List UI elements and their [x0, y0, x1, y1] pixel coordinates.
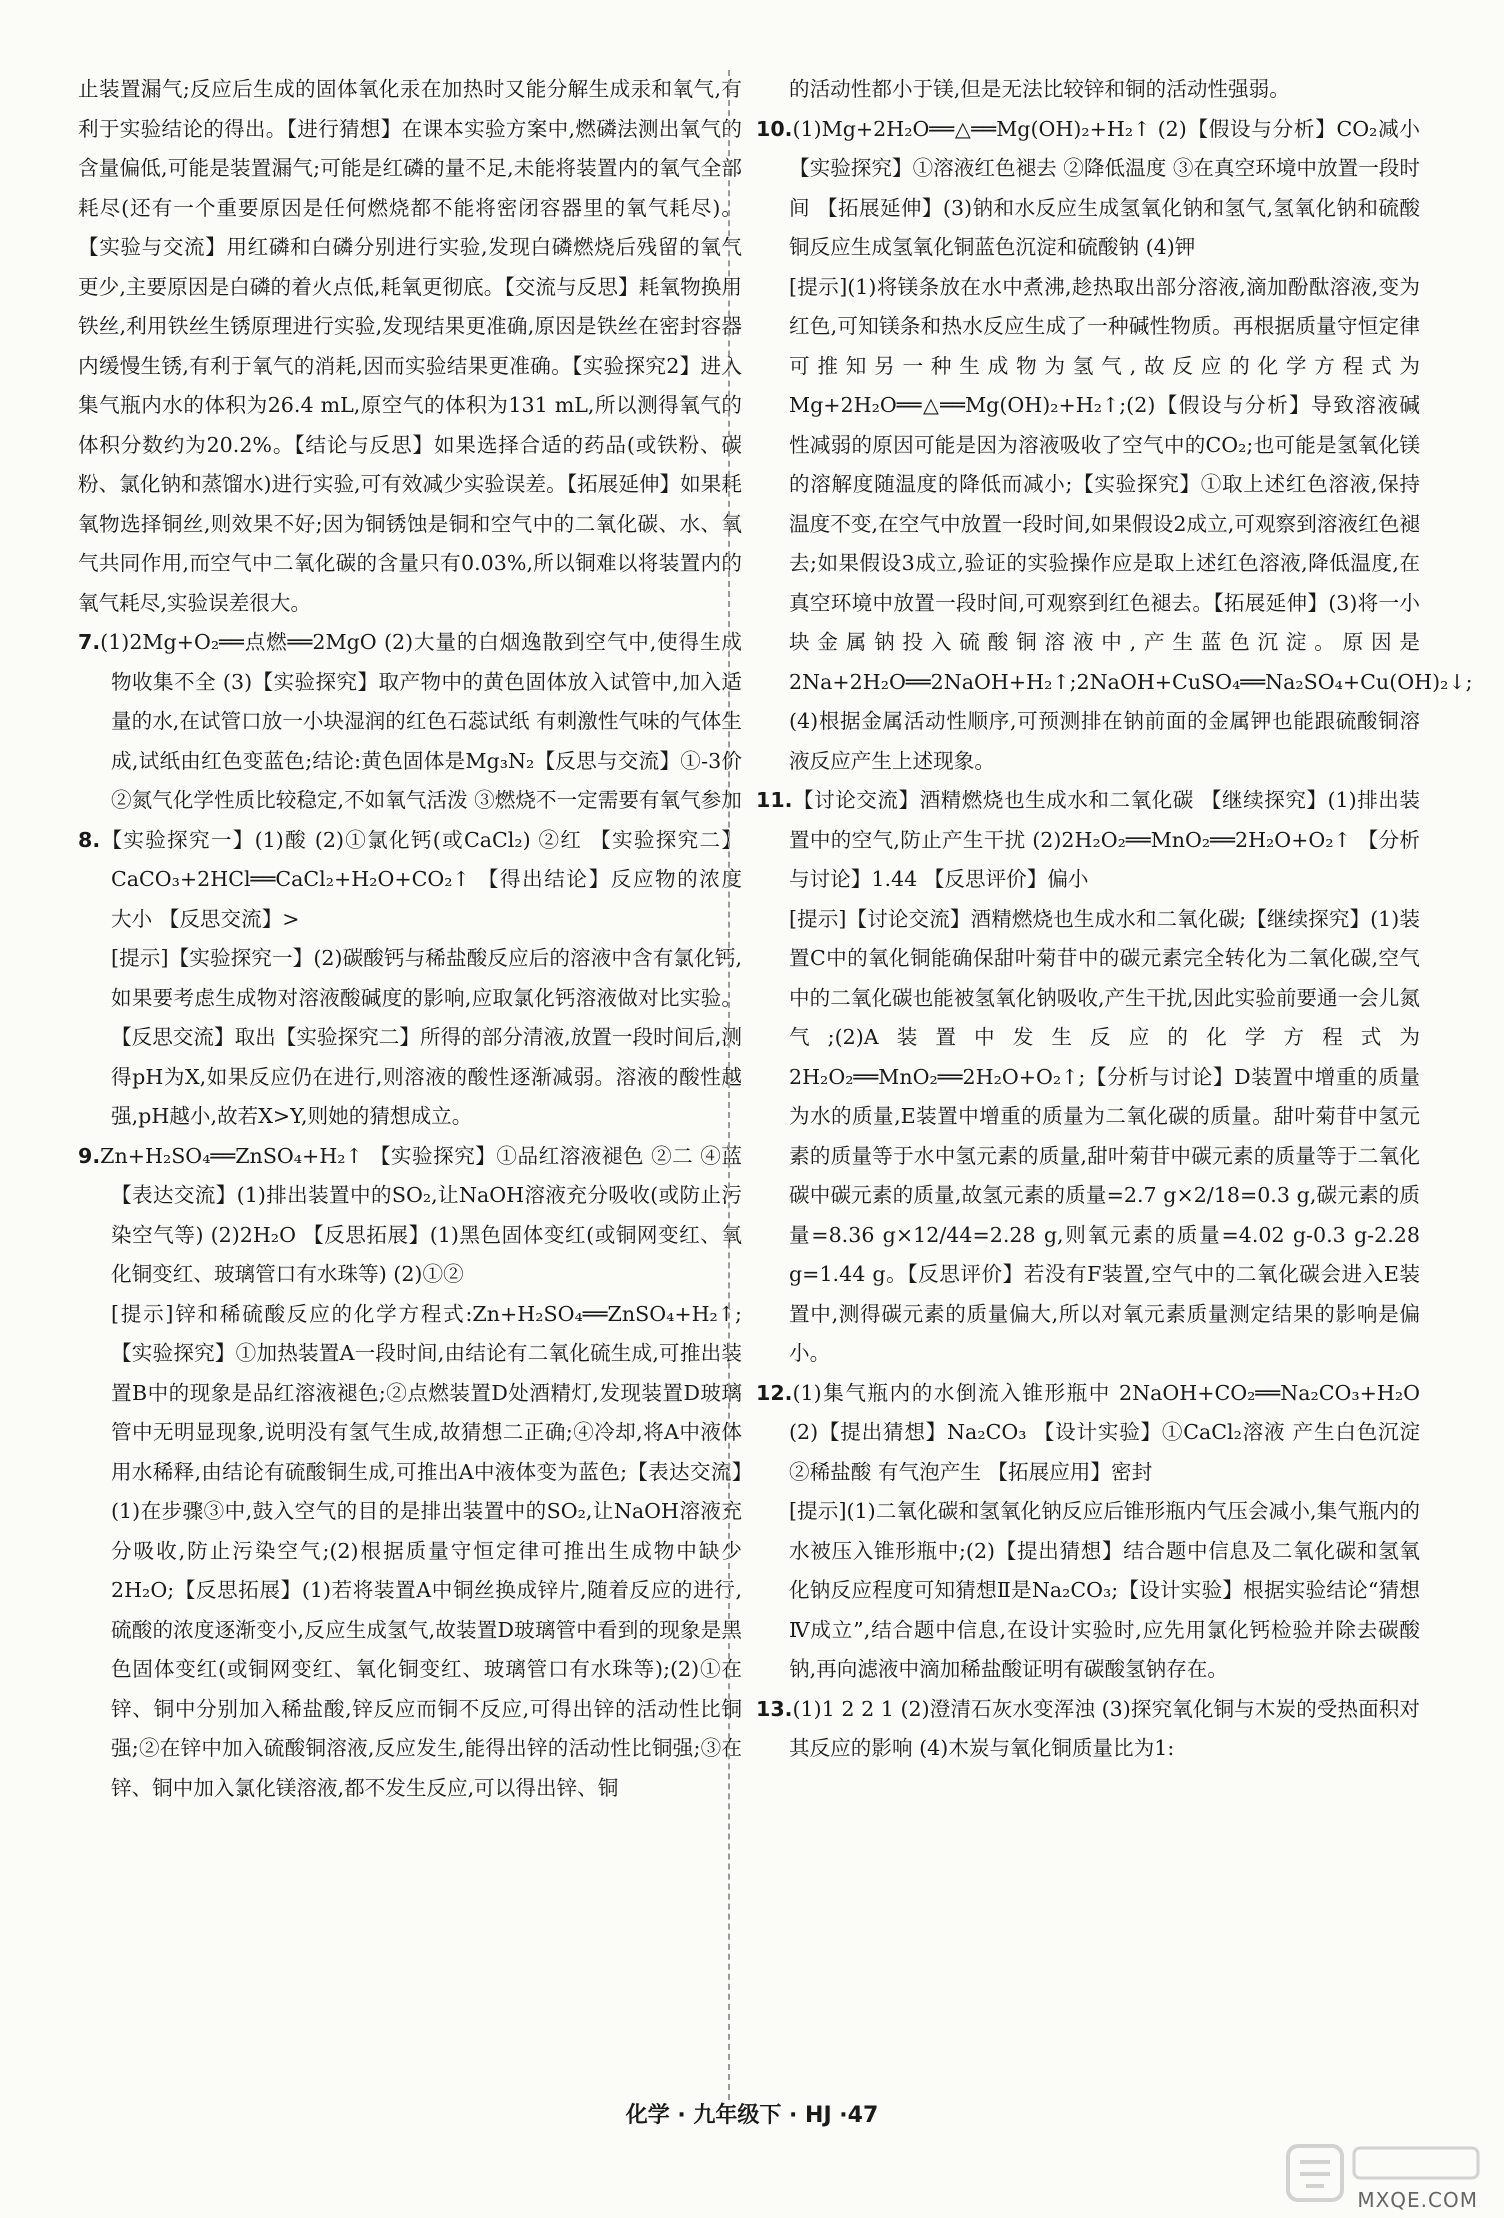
continued-text: 的活动性都小于镁,但是无法比较锌和铜的活动性强弱。	[789, 77, 1290, 101]
question-8	[78, 821, 742, 940]
hint-11: [提示]【讨论交流】酒精燃烧也生成水和二氧化碳;【继续探究】(1)装置C中的氧化铜能确保甜叶菊苷中的碳元素完全转化为二氧化碳,空气中的二氧化碳也能被氢氧化钠吸收,产生干扰,因此实验前要通一会儿氮气;(2)A装置中发生反应的化学方程式为2H₂O₂══MnO₂══2H₂O+O₂↑;【分析与讨论】D装置中增重的质量为水的质量,E装置中增重的质量为二氧化碳的质量。甜叶菊苷中氢元素的质量等于水中氢元素的质量,甜叶菊苷中碳元素的质量等于二氧化碳中碳元素的质量,故氢元素的质量=2.7 g×2/18=0.3 g,碳元素的质量=8.36 g×12/44=2.28 g,则氧元素的质量=4.02 g-0.3 g-2.28 g=1.44 g。【反思评价】若没有F装置,空气中的二氧化碳会进入E装置中,测得碳元素的质量偏大,所以对氧元素质量测定结果的影响是偏小。	[789, 906, 1420, 1365]
hint-12: [提示](1)二氧化碳和氢氧化钠反应后锥形瓶内气压会减小,集气瓶内的水被压入锥形瓶中;(2)【提出猜想】结合题中信息及二氧化碳和氢氧化钠反应程度可知猜想Ⅱ是Na₂CO₃;【设计实验】根据实验结论“猜想Ⅳ成立”,结合题中信息,在设计实验时,应先用氯化钙检验并除去碳酸钠,再向滤液中滴加稀盐酸证明有碳酸氢钠存在。	[789, 1499, 1420, 1681]
column-divider	[728, 70, 730, 2100]
answer-text: (1)集气瓶内的水倒流入锥形瓶中 2NaOH+CO₂══Na₂CO₃+H₂O (2)【提出猜想】Na₂CO₃ 【设计实验】①CaCl₂溶液 产生白色沉淀 ②稀盐酸 有气泡产生 【拓展应用】密封	[789, 1380, 1420, 1484]
question-number: 11.	[756, 788, 793, 812]
answer-text: (1)2Mg+O₂══点燃══2MgO (2)大量的白烟逸散到空气中,使得生成物收集不全 (3)【实验探究】取产物中的黄色固体放入试管中,加入适量的水,在试管口放一小块湿润的红色石蕊试纸 有刺激性气味的气体生成,试纸由红色变蓝色;结论:黄色固体是Mg₃N₂【反思与交流】①-3价 ②氮气化学性质比较稳定,不如氧气活泼 ③燃烧不一定需要有氧气参加	[100, 630, 742, 812]
right-column	[756, 70, 1473, 1769]
left-column	[78, 70, 742, 1808]
question-number: 7.	[78, 630, 101, 654]
question-number: 13.	[756, 1696, 793, 1721]
answer-text: Zn+H₂SO₄══ZnSO₄+H₂↑ 【实验探究】①品红溶液褪色 ②二 ④蓝 【表达交流】(1)排出装置中的SO₂,让NaOH溶液充分吸收(或防止污染空气等) (2)2H₂O 【反思拓展】(1)黑色固体变红(或铜网变红、氧化铜变红、玻璃管口有水珠等) (2)①②	[100, 1143, 742, 1286]
question-number: 12.	[756, 1380, 793, 1405]
question-number: 8.	[78, 827, 101, 852]
hint-8: [提示]【实验探究一】(2)碳酸钙与稀盐酸反应后的溶液中含有氯化钙,如果要考虑生成物对溶液酸碱度的影响,应取氯化钙溶液做对比实验。【反思交流】取出【实验探究二】所得的部分清液,放置一段时间后,测得pH为X,如果反应仍在进行,则溶液的酸性逐渐减弱。溶液的酸性越强,pH越小,故若X>Y,则她的猜想成立。	[111, 946, 742, 1128]
scan-smudge	[660, 0, 840, 14]
page-footer: 化学 · 九年级下 · HJ ·47	[625, 2103, 879, 2128]
question-7	[78, 623, 742, 821]
hint-9: [提示]锌和稀硫酸反应的化学方程式:Zn+H₂SO₄══ZnSO₄+H₂↑;【实验探究】①加热装置A一段时间,由结论有二氧化硫生成,可推出装置B中的现象是品红溶液褪色;②点燃装置D处酒精灯,发现装置D玻璃管中无明显现象,说明没有氢气生成,故猜想二正确;④冷却,将A中液体用水稀释,由结论有硫酸铜生成,可推出A中液体变为蓝色;【表达交流】(1)在步骤③中,鼓入空气的目的是排出装置中的SO₂,让NaOH溶液充分吸收,防止污染空气;(2)根据质量守恒定律可推出生成物中缺少2H₂O;【反思拓展】(1)若将装置A中铜丝换成锌片,随着反应的进行,硫酸的浓度逐渐变小,反应生成氢气,故装置D玻璃管中看到的现象是黑色固体变红(或铜网变红、氧化铜变红、玻璃管口有水珠等);(2)①在锌、铜中分别加入稀盐酸,锌反应而铜不反应,可得出锌的活动性比铜强;②在锌中加入硫酸铜溶液,反应发生,能得出锌的活动性比铜强;③在锌、铜中加入氯化镁溶液,都不发生反应,可以得出锌、铜	[111, 1301, 742, 1800]
question-number: 9.	[78, 1143, 101, 1168]
question-number: 10.	[756, 116, 793, 141]
answer-text: (1)1 2 2 1 (2)澄清石灰水变浑浊 (3)探究氧化铜与木炭的受热面积对其反应的影响 (4)木炭与氧化铜质量比为1:	[789, 1696, 1420, 1760]
answer-text: 【实验探究一】(1)酸 (2)①氯化钙(或CaCl₂) ②红 【实验探究二】CaCO₃+2HCl══CaCl₂+H₂O+CO₂↑ 【得出结论】反应物的浓度大小 【反思交流】>	[100, 827, 742, 931]
hint-10: [提示](1)将镁条放在水中煮沸,趁热取出部分溶液,滴加酚酞溶液,变为红色,可知镁条和热水反应生成了一种碱性物质。再根据质量守恒定律可推知另一种生成物为氢气,故反应的化学方程式为Mg+2H₂O══△══Mg(OH)₂+H₂↑;(2)【假设与分析】导致溶液碱性减弱的原因可能是因为溶液吸收了空气中的CO₂;也可能是氢氧化镁的溶解度随温度的降低而减小;【实验探究】①取上述红色溶液,保持温度不变,在空气中放置一段时间,如果假设2成立,可观察到溶液红色褪去;如果假设3成立,验证的实验操作应是取上述红色溶液,降低温度,在真空环境中放置一段时间,可观察到红色褪去。【拓展延伸】(3)将一小块金属钠投入硫酸铜溶液中,产生蓝色沉淀。原因是2Na+2H₂O══2NaOH+H₂↑;2NaOH+CuSO₄══Na₂SO₄+Cu(OH)₂↓;(4)根据金属活动性顺序,可预测排在钠前面的金属钾也能跟硫酸铜溶液反应产生上述现象。	[789, 274, 1473, 773]
watermark-text: MXQE.COM	[1357, 2188, 1478, 2212]
intro-paragraph: 止装置漏气;反应后生成的固体氧化汞在加热时又能分解生成汞和氧气,有利于实验结论的得出。【进行猜想】在课本实验方案中,燃磷法测出氧气的含量偏低,可能是装置漏气;可能是红磷的量不足,未能将装置内的氧气全部耗尽(还有一个重要原因是任何燃烧都不能将密闭容器里的氧气耗尽)。【实验与交流】用红磷和白磷分别进行实验,发现白磷燃烧后残留的氧气更少,主要原因是白磷的着火点低,耗氧更彻底。【交流与反思】耗氧物换用铁丝,利用铁丝生锈原理进行实验,发现结果更准确,原因是铁丝在密封容器内缓慢生锈,有利于氧气的消耗,因而实验结果更准确。【实验探究2】进入集气瓶内水的体积为26.4 mL,原空气的体积为131 mL,所以测得氧气的体积分数约为20.2%。【结论与反思】如果选择合适的药品(或铁粉、碳粉、氯化钠和蒸馏水)进行实验,可有效减少实验误差。【拓展延伸】如果耗氧物选择铜丝,则效果不好;因为铜锈蚀是铜和空气中的二氧化碳、水、氧气共同作用,而空气中二氧化碳的含量只有0.03%,所以铜难以将装置内的氧气耗尽,实验误差很大。	[78, 77, 742, 615]
question-11	[756, 781, 1420, 900]
answer-text: 【讨论交流】酒精燃烧也生成水和二氧化碳 【继续探究】(1)排出装置中的空气,防止产生干扰 (2)2H₂O₂══MnO₂══2H₂O+O₂↑ 【分析与讨论】1.44 【反思评价】偏小	[789, 788, 1420, 891]
question-10	[756, 110, 1420, 268]
question-9	[78, 1137, 742, 1295]
question-13	[756, 1690, 1420, 1769]
question-12	[756, 1374, 1420, 1493]
answer-text: (1)Mg+2H₂O══△══Mg(OH)₂+H₂↑ (2)【假设与分析】CO₂减小 【实验探究】①溶液红色褪去 ②降低温度 ③在真空环境中放置一段时间 【拓展延伸】(3)钠和水反应生成氢氧化钠和氢气,氢氧化钠和硫酸铜反应生成氢氧化铜蓝色沉淀和硫酸钠 (4)钾	[789, 116, 1420, 259]
